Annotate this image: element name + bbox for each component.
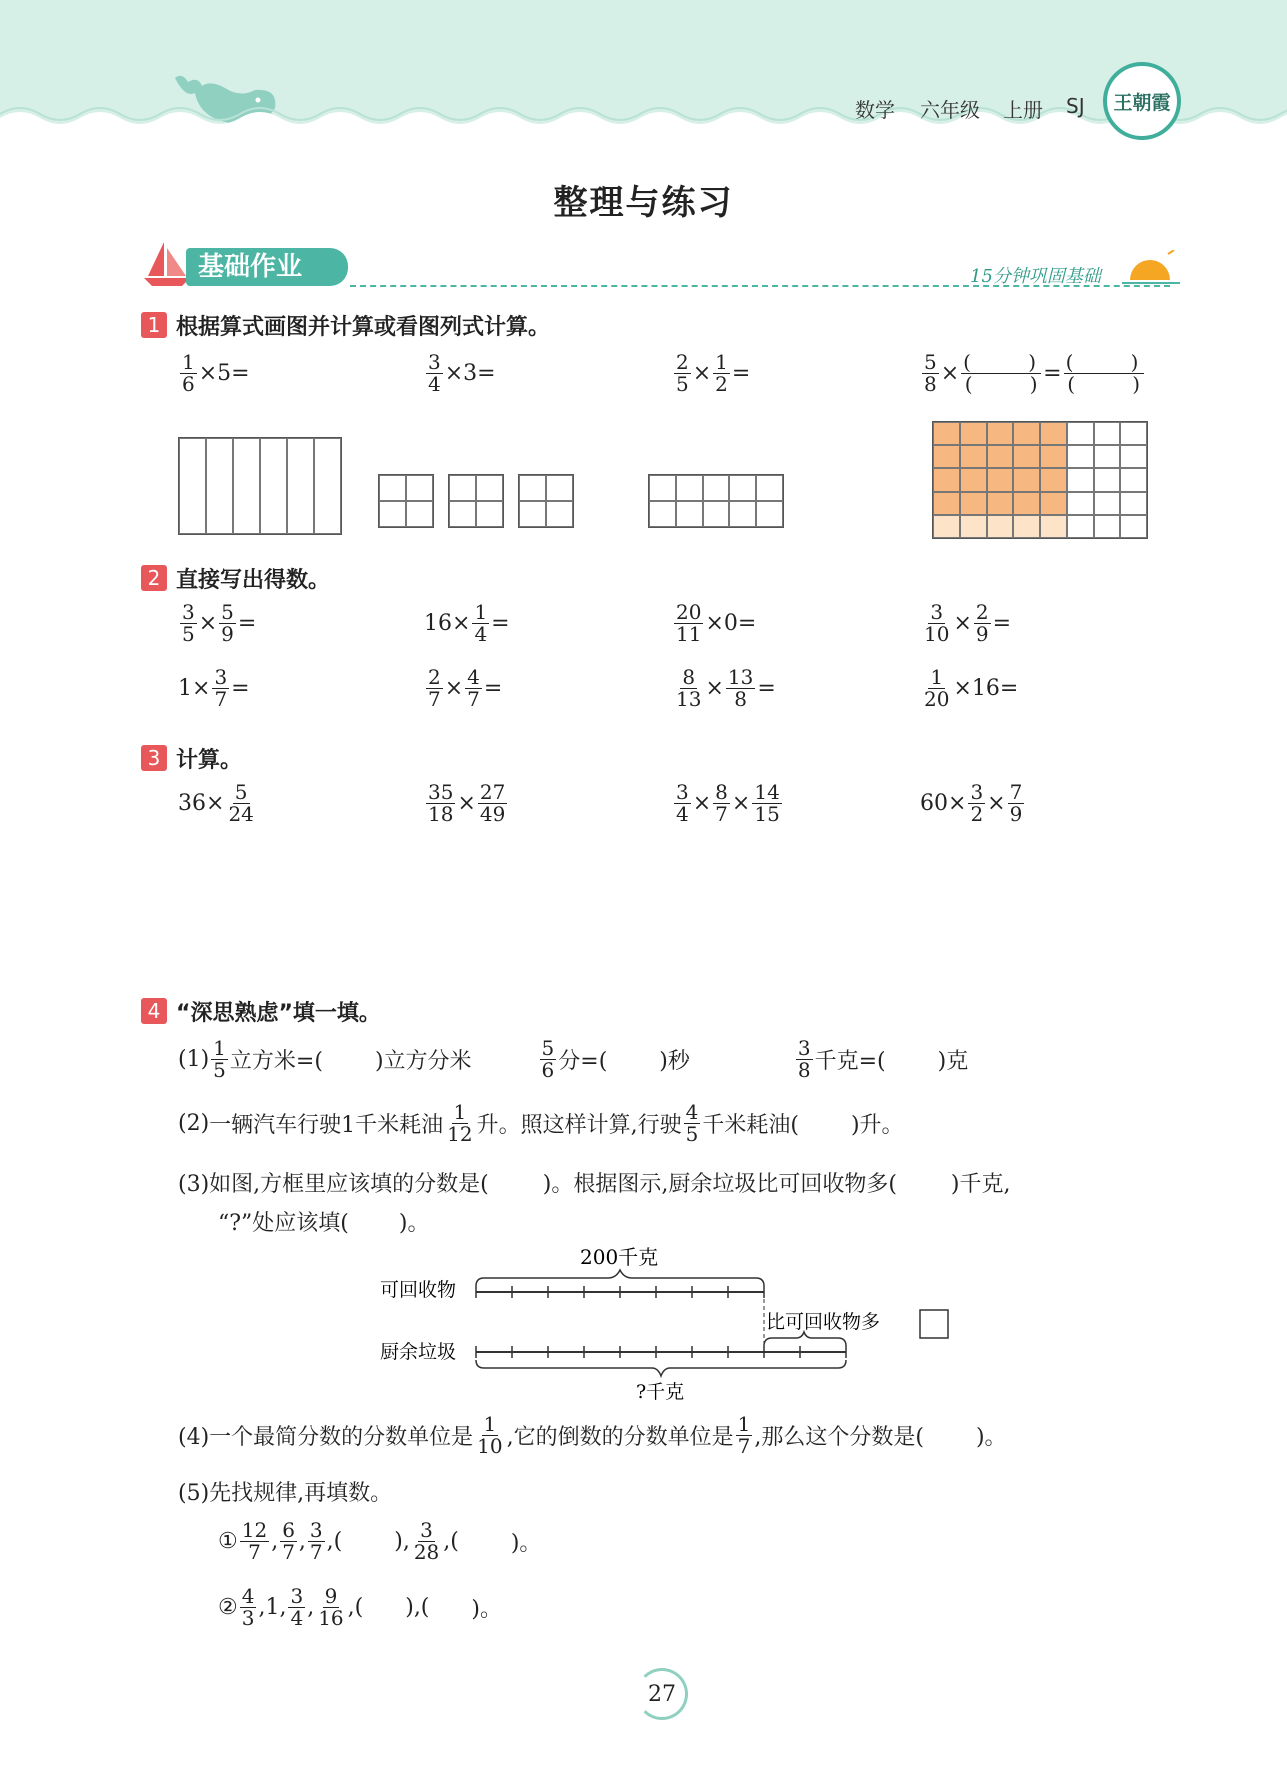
q4-part-1: (1) 1 5 立方米=( )立方分米 5 6 分=( )秒 3 8 千克=( )克 bbox=[178, 1036, 969, 1082]
question-number: 1 bbox=[141, 312, 167, 338]
brand-logo bbox=[1103, 62, 1181, 140]
grid-cell bbox=[960, 422, 987, 445]
grid-cell bbox=[1094, 445, 1121, 468]
question-number: 2 bbox=[141, 565, 167, 591]
grid-cell bbox=[1013, 422, 1040, 445]
section-tagline: 15分钟巩固基础 bbox=[970, 266, 1101, 287]
grid-cell bbox=[933, 515, 960, 538]
grid-cell bbox=[1120, 422, 1147, 445]
volume-label: 上册 bbox=[1003, 98, 1043, 122]
q1-expr-4: $\frac{5}{8}$ × ( ) ( ) = ( ) ( ) bbox=[920, 352, 1146, 395]
grid-cell bbox=[960, 468, 987, 491]
question-number: 3 bbox=[141, 745, 167, 771]
wave-decoration bbox=[0, 104, 1287, 160]
q4-part-4: (4)一个最简分数的分数单位是 1 10 ,它的倒数的分数单位是 1 7 ,那么这个分数是( )。 bbox=[178, 1412, 1007, 1458]
grid-cell bbox=[933, 445, 960, 468]
row-label-kitchen: 厨余垃圾 bbox=[380, 1341, 457, 1363]
grid-cell bbox=[1120, 468, 1147, 491]
grid-cell bbox=[1013, 468, 1040, 491]
grid-cell bbox=[987, 515, 1014, 538]
sunset-icon bbox=[1122, 250, 1180, 290]
subject-label: 数学 bbox=[855, 98, 895, 122]
grid-cell bbox=[960, 492, 987, 515]
grid-cell bbox=[1040, 468, 1067, 491]
strip-rectangle-6[interactable] bbox=[178, 437, 342, 535]
question-text: “深思熟虑”填一填。 bbox=[176, 1001, 381, 1026]
q2-a4: 3 10 × 2 9 = bbox=[924, 600, 1012, 646]
grid-cell bbox=[1040, 445, 1067, 468]
grid-cell bbox=[1067, 492, 1094, 515]
grid-cell bbox=[1067, 445, 1094, 468]
grid-cell bbox=[1013, 515, 1040, 538]
section-label: 基础作业 bbox=[186, 248, 348, 286]
q2-a2: 16× $\frac{1}{4}$ = bbox=[424, 600, 510, 646]
page-title: 整理与练习 bbox=[553, 183, 734, 223]
q3-c4: 60× $\frac{3}{2}$ × 7 9 bbox=[920, 780, 1023, 826]
grid-cell bbox=[1067, 468, 1094, 491]
answer-blank-fraction[interactable]: ( ) ( ) bbox=[1064, 352, 1144, 395]
shaded-grid bbox=[932, 421, 1148, 539]
grid-cell bbox=[1013, 492, 1040, 515]
grid-cell bbox=[1120, 492, 1147, 515]
page-number bbox=[636, 1668, 688, 1720]
question-text: 直接写出得数。 bbox=[176, 568, 331, 593]
q1-expr-3: $\frac{2}{5}$ × $\frac{1}{2}$ = bbox=[676, 350, 751, 396]
grade-label: 六年级 bbox=[920, 98, 980, 122]
grid-cell bbox=[933, 468, 960, 491]
grid-cell bbox=[1094, 515, 1121, 538]
rect-grid-10[interactable] bbox=[648, 474, 784, 528]
grid-cell bbox=[1067, 515, 1094, 538]
fraction-answer-box[interactable] bbox=[920, 1310, 948, 1338]
q2-a1: 3 5 × 5 9 = bbox=[182, 600, 257, 646]
square-grid-4[interactable] bbox=[448, 474, 504, 528]
q4-part-3-line2: “?”处应该填( )。 bbox=[218, 1211, 430, 1236]
grid-cell bbox=[933, 492, 960, 515]
edition-label: SJ bbox=[1066, 94, 1085, 118]
q1-expr-2: $\frac{3}{4}$ ×3= bbox=[428, 350, 496, 396]
grid-cell bbox=[1040, 422, 1067, 445]
q4-part-5: (5)先找规律,再填数。 bbox=[178, 1481, 393, 1506]
top-label: 200千克 bbox=[580, 1245, 659, 1269]
question-text: 根据算式画图并计算或看图列式计算。 bbox=[176, 315, 551, 340]
page-number-text: 27 bbox=[648, 1681, 676, 1707]
q3-c2: 35 18 × 27 49 bbox=[428, 780, 506, 826]
question-number: 4 bbox=[141, 998, 167, 1024]
q4-part-3-line1: (3)如图,方框里应该填的分数是( )。根据图示,厨余垃圾比可回收物多( )千克, bbox=[178, 1172, 1011, 1197]
more-label: 比可回收物多 bbox=[766, 1311, 881, 1333]
grid-cell bbox=[987, 422, 1014, 445]
pattern-2: ② 4 3 , 1 , 3 4 , 9 16 ,( ),( )。 bbox=[218, 1584, 502, 1630]
grid-cell bbox=[1040, 515, 1067, 538]
grid-cell bbox=[960, 515, 987, 538]
grid-cell bbox=[960, 445, 987, 468]
grid-cell bbox=[1120, 445, 1147, 468]
grid-cell bbox=[1120, 515, 1147, 538]
grid-cell bbox=[1094, 468, 1121, 491]
square-grid-4[interactable] bbox=[518, 474, 574, 528]
grid-cell bbox=[933, 422, 960, 445]
q2-a3: $\frac{20}{11}$ ×0= bbox=[676, 600, 757, 646]
q3-c3: 3 4 × 8 7 × 14 15 bbox=[676, 780, 780, 826]
row-label-recyclable: 可回收物 bbox=[380, 1279, 457, 1301]
square-grid-4[interactable] bbox=[378, 474, 434, 528]
grid-cell bbox=[1094, 492, 1121, 515]
q2-b3: 8 13 × 13 8 = bbox=[676, 665, 776, 711]
q4-part-2: (2) 一辆汽车行驶1千米耗油 1 12 升。照这样计算,行驶 4 5 千米耗油( )升。 bbox=[178, 1100, 904, 1146]
waste-bar-diagram bbox=[370, 1240, 950, 1410]
sailboat-icon bbox=[142, 240, 192, 288]
question-text: 计算。 bbox=[176, 748, 243, 773]
grid-cell bbox=[1013, 445, 1040, 468]
q2-b4: $\frac{1}{20}$ ×16= bbox=[924, 665, 1019, 711]
bottom-label: ?千克 bbox=[636, 1381, 685, 1403]
grid-cell bbox=[987, 445, 1014, 468]
grid-cell bbox=[1040, 492, 1067, 515]
page-header bbox=[0, 0, 1287, 160]
q3-c1: 36× $\frac{5}{24}$ bbox=[178, 780, 254, 826]
logo-text: 王朝霞 bbox=[1113, 91, 1171, 114]
grid-cell bbox=[1067, 422, 1094, 445]
grid-cell bbox=[987, 468, 1014, 491]
grid-cell bbox=[1094, 422, 1121, 445]
grid-cell bbox=[987, 492, 1014, 515]
q1-expr-1: $\frac{1}{6}$ ×5= bbox=[182, 350, 250, 396]
q2-b1: 1× $\frac{3}{7}$ = bbox=[178, 665, 250, 711]
answer-blank-fraction[interactable]: ( ) ( ) bbox=[961, 352, 1041, 395]
q2-b2: 2 7 × 4 7 = bbox=[428, 665, 503, 711]
pattern-1: ① 12 7 , 6 7 , 3 7 ,( ), 3 28 ,( )。 bbox=[218, 1518, 542, 1564]
